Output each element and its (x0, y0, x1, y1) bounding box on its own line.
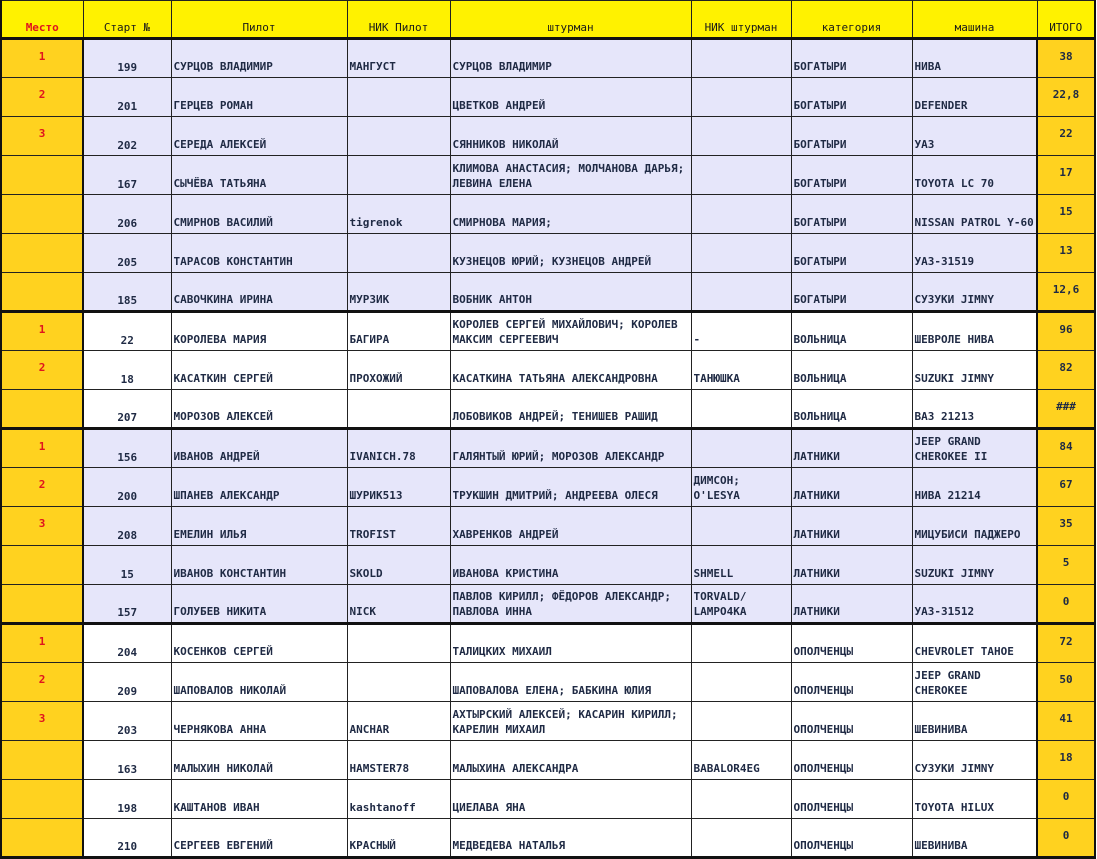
cell-place[interactable]: 2 (1, 351, 83, 390)
cell-total[interactable]: 22 (1037, 117, 1095, 156)
cell-pilot[interactable]: ШАПОВАЛОВ НИКОЛАЙ (171, 663, 347, 702)
cell-pilot[interactable]: СЫЧЁВА ТАТЬЯНА (171, 156, 347, 195)
table-row[interactable] (1, 234, 1095, 273)
cell-start-number[interactable]: 201 (83, 78, 171, 117)
cell-total[interactable]: ### (1037, 390, 1095, 429)
cell-pilot-nick[interactable]: БАГИРА (347, 312, 450, 351)
cell-pilot[interactable]: ИВАНОВ КОНСТАНТИН (171, 546, 347, 585)
cell-car[interactable]: ШЕВРОЛЕ НИВА (912, 312, 1037, 351)
cell-navigator[interactable]: ЦИЕЛАВА ЯНА (450, 780, 691, 819)
cell-navigator[interactable]: ХАВРЕНКОВ АНДРЕЙ (450, 507, 691, 546)
cell-navigator[interactable]: КАСАТКИНА ТАТЬЯНА АЛЕКСАНДРОВНА (450, 351, 691, 390)
cell-navigator[interactable]: МАЛЫХИНА АЛЕКСАНДРА (450, 741, 691, 780)
table-row[interactable] (1, 624, 1095, 663)
cell-start-number[interactable]: 185 (83, 273, 171, 312)
cell-place[interactable] (1, 819, 83, 858)
cell-category[interactable]: ЛАТНИКИ (791, 546, 912, 585)
cell-pilot[interactable]: ЧЕРНЯКОВА АННА (171, 702, 347, 741)
cell-navigator-nick[interactable]: SHMELL (691, 546, 791, 585)
cell-start-number[interactable]: 199 (83, 39, 171, 78)
cell-navigator[interactable]: ТАЛИЦКИХ МИХАИЛ (450, 624, 691, 663)
cell-total[interactable]: 84 (1037, 429, 1095, 468)
cell-pilot-nick[interactable]: МУРЗИК (347, 273, 450, 312)
cell-pilot-nick[interactable]: tigrenok (347, 195, 450, 234)
cell-pilot[interactable]: КАШТАНОВ ИВАН (171, 780, 347, 819)
header-pilot-nick[interactable]: НИК Пилот (347, 1, 450, 39)
cell-total[interactable]: 0 (1037, 819, 1095, 858)
cell-total[interactable]: 17 (1037, 156, 1095, 195)
cell-pilot[interactable]: ТАРАСОВ КОНСТАНТИН (171, 234, 347, 273)
cell-navigator-nick[interactable]: - (691, 312, 791, 351)
header-navigator-nick[interactable]: НИК штурман (691, 1, 791, 39)
cell-category[interactable]: БОГАТЫРИ (791, 273, 912, 312)
cell-car[interactable]: СУЗУКИ JIMNY (912, 273, 1037, 312)
cell-car[interactable]: УАЗ (912, 117, 1037, 156)
cell-place[interactable] (1, 585, 83, 624)
cell-start-number[interactable]: 156 (83, 429, 171, 468)
cell-place[interactable]: 1 (1, 429, 83, 468)
table-row[interactable] (1, 351, 1095, 390)
cell-category[interactable]: БОГАТЫРИ (791, 39, 912, 78)
table-row[interactable] (1, 312, 1095, 351)
cell-pilot-nick[interactable]: ПРОХОЖИЙ (347, 351, 450, 390)
cell-total[interactable]: 22,8 (1037, 78, 1095, 117)
results-body (1, 39, 1095, 858)
cell-pilot[interactable]: МОРОЗОВ АЛЕКСЕЙ (171, 390, 347, 429)
cell-pilot-nick[interactable] (347, 78, 450, 117)
table-row[interactable] (1, 117, 1095, 156)
cell-place[interactable]: 2 (1, 468, 83, 507)
cell-start-number[interactable]: 206 (83, 195, 171, 234)
cell-category[interactable]: ОПОЛЧЕНЦЫ (791, 663, 912, 702)
table-row[interactable] (1, 780, 1095, 819)
cell-start-number[interactable]: 22 (83, 312, 171, 351)
cell-start-number[interactable]: 200 (83, 468, 171, 507)
cell-total[interactable]: 82 (1037, 351, 1095, 390)
cell-pilot[interactable]: КОСЕНКОВ СЕРГЕЙ (171, 624, 347, 663)
cell-navigator-nick[interactable]: TORVALD/ LAMPO4KA (691, 585, 791, 624)
cell-category[interactable]: БОГАТЫРИ (791, 117, 912, 156)
cell-car[interactable]: УАЗ-31519 (912, 234, 1037, 273)
header-row (1, 1, 1095, 39)
cell-pilot[interactable]: ИВАНОВ АНДРЕЙ (171, 429, 347, 468)
cell-total[interactable]: 15 (1037, 195, 1095, 234)
cell-pilot-nick[interactable] (347, 624, 450, 663)
cell-car[interactable]: TOYOTA HILUX (912, 780, 1037, 819)
cell-pilot-nick[interactable] (347, 663, 450, 702)
cell-start-number[interactable]: 205 (83, 234, 171, 273)
table-row[interactable] (1, 429, 1095, 468)
cell-pilot-nick[interactable]: NICK (347, 585, 450, 624)
cell-pilot-nick[interactable]: TROFIST (347, 507, 450, 546)
cell-navigator[interactable]: ВОБНИК АНТОН (450, 273, 691, 312)
cell-total[interactable]: 41 (1037, 702, 1095, 741)
cell-pilot-nick[interactable] (347, 390, 450, 429)
cell-pilot-nick[interactable] (347, 156, 450, 195)
cell-place[interactable] (1, 195, 83, 234)
cell-pilot[interactable]: ГОЛУБЕВ НИКИТА (171, 585, 347, 624)
table-row[interactable] (1, 195, 1095, 234)
cell-navigator-nick[interactable] (691, 156, 791, 195)
cell-pilot[interactable]: МАЛЫХИН НИКОЛАЙ (171, 741, 347, 780)
cell-car[interactable]: JEEP GRAND CHEROKEE II (912, 429, 1037, 468)
cell-category[interactable]: ЛАТНИКИ (791, 429, 912, 468)
header-total[interactable]: ИТОГО (1037, 1, 1095, 39)
cell-category[interactable]: ЛАТНИКИ (791, 468, 912, 507)
cell-navigator[interactable]: АХТЫРСКИЙ АЛЕКСЕЙ; КАСАРИН КИРИЛЛ; КАРЕЛИН МИХАИЛ (450, 702, 691, 741)
cell-total[interactable]: 0 (1037, 780, 1095, 819)
cell-navigator[interactable]: КУЗНЕЦОВ ЮРИЙ; КУЗНЕЦОВ АНДРЕЙ (450, 234, 691, 273)
cell-navigator[interactable]: КОРОЛЕВ СЕРГЕЙ МИХАЙЛОВИЧ; КОРОЛЕВ МАКСИМ СЕРГЕЕВИЧ (450, 312, 691, 351)
cell-total[interactable]: 50 (1037, 663, 1095, 702)
cell-place[interactable] (1, 390, 83, 429)
cell-navigator-nick[interactable] (691, 663, 791, 702)
cell-start-number[interactable]: 204 (83, 624, 171, 663)
cell-total[interactable]: 18 (1037, 741, 1095, 780)
cell-total[interactable]: 96 (1037, 312, 1095, 351)
cell-navigator-nick[interactable] (691, 624, 791, 663)
cell-car[interactable]: ШЕВИНИВА (912, 819, 1037, 858)
cell-pilot[interactable]: ЕМЕЛИН ИЛЬЯ (171, 507, 347, 546)
cell-navigator-nick[interactable] (691, 195, 791, 234)
header-place[interactable]: Место (1, 1, 83, 39)
cell-place[interactable] (1, 234, 83, 273)
table-row[interactable] (1, 702, 1095, 741)
cell-category[interactable]: ВОЛЬНИЦА (791, 390, 912, 429)
cell-navigator[interactable]: ИВАНОВА КРИСТИНА (450, 546, 691, 585)
table-row[interactable] (1, 273, 1095, 312)
cell-category[interactable]: ЛАТНИКИ (791, 507, 912, 546)
cell-total[interactable]: 0 (1037, 585, 1095, 624)
cell-navigator-nick[interactable] (691, 819, 791, 858)
header-pilot[interactable]: Пилот (171, 1, 347, 39)
cell-car[interactable]: УАЗ-31512 (912, 585, 1037, 624)
table-row[interactable] (1, 663, 1095, 702)
cell-place[interactable]: 1 (1, 624, 83, 663)
table-row[interactable] (1, 156, 1095, 195)
cell-car[interactable]: ВАЗ 21213 (912, 390, 1037, 429)
cell-pilot-nick[interactable]: МАНГУСТ (347, 39, 450, 78)
cell-navigator[interactable]: СЯННИКОВ НИКОЛАЙ (450, 117, 691, 156)
cell-car[interactable]: МИЦУБИСИ ПАДЖЕРО (912, 507, 1037, 546)
header-car[interactable]: машина (912, 1, 1037, 39)
cell-navigator-nick[interactable] (691, 390, 791, 429)
cell-car[interactable]: DEFENDER (912, 78, 1037, 117)
cell-pilot[interactable]: САВОЧКИНА ИРИНА (171, 273, 347, 312)
cell-car[interactable]: НИВА (912, 39, 1037, 78)
cell-pilot-nick[interactable]: HAMSTER78 (347, 741, 450, 780)
cell-navigator[interactable]: СУРЦОВ ВЛАДИМИР (450, 39, 691, 78)
cell-navigator-nick[interactable] (691, 78, 791, 117)
cell-navigator[interactable]: КЛИМОВА АНАСТАСИЯ; МОЛЧАНОВА ДАРЬЯ; ЛЕВИНА ЕЛЕНА (450, 156, 691, 195)
cell-start-number[interactable]: 18 (83, 351, 171, 390)
cell-navigator[interactable]: ЦВЕТКОВ АНДРЕЙ (450, 78, 691, 117)
cell-pilot-nick[interactable]: IVANICH.78 (347, 429, 450, 468)
cell-navigator[interactable]: ШАПОВАЛОВА ЕЛЕНА; БАБКИНА ЮЛИЯ (450, 663, 691, 702)
cell-navigator-nick[interactable] (691, 702, 791, 741)
cell-car[interactable]: ШЕВИНИВА (912, 702, 1037, 741)
cell-start-number[interactable]: 163 (83, 741, 171, 780)
cell-category[interactable]: БОГАТЫРИ (791, 195, 912, 234)
cell-car[interactable]: TOYOTA LC 70 (912, 156, 1037, 195)
table-row[interactable] (1, 39, 1095, 78)
cell-car[interactable]: СУЗУКИ JIMNY (912, 741, 1037, 780)
cell-car[interactable]: CHEVROLET TAHOE (912, 624, 1037, 663)
cell-pilot[interactable]: КОРОЛЕВА МАРИЯ (171, 312, 347, 351)
cell-navigator[interactable]: ПАВЛОВ КИРИЛЛ; ФЁДОРОВ АЛЕКСАНДР; ПАВЛОВА ИННА (450, 585, 691, 624)
table-row[interactable] (1, 585, 1095, 624)
cell-pilot-nick[interactable]: ШУРИК513 (347, 468, 450, 507)
cell-category[interactable]: ОПОЛЧЕНЦЫ (791, 741, 912, 780)
table-row[interactable] (1, 468, 1095, 507)
cell-category[interactable]: ОПОЛЧЕНЦЫ (791, 819, 912, 858)
cell-category[interactable]: ОПОЛЧЕНЦЫ (791, 780, 912, 819)
table-row[interactable] (1, 507, 1095, 546)
cell-pilot[interactable]: СЕРЕДА АЛЕКСЕЙ (171, 117, 347, 156)
cell-place[interactable] (1, 273, 83, 312)
cell-place[interactable]: 2 (1, 78, 83, 117)
cell-place[interactable] (1, 546, 83, 585)
header-navigator[interactable]: штурман (450, 1, 691, 39)
cell-car[interactable]: НИВА 21214 (912, 468, 1037, 507)
cell-start-number[interactable]: 208 (83, 507, 171, 546)
cell-navigator-nick[interactable]: BABALOR4EG (691, 741, 791, 780)
cell-navigator[interactable]: ГАЛЯНТЫЙ ЮРИЙ; МОРОЗОВ АЛЕКСАНДР (450, 429, 691, 468)
cell-place[interactable]: 3 (1, 702, 83, 741)
cell-navigator[interactable]: ЛОБОВИКОВ АНДРЕЙ; ТЕНИШЕВ РАШИД (450, 390, 691, 429)
cell-car[interactable]: SUZUKI JIMNY (912, 351, 1037, 390)
cell-total[interactable]: 35 (1037, 507, 1095, 546)
cell-navigator[interactable]: СМИРНОВА МАРИЯ; (450, 195, 691, 234)
cell-pilot[interactable]: СМИРНОВ ВАСИЛИЙ (171, 195, 347, 234)
cell-start-number[interactable]: 209 (83, 663, 171, 702)
cell-start-number[interactable]: 198 (83, 780, 171, 819)
cell-category[interactable]: ВОЛЬНИЦА (791, 351, 912, 390)
cell-navigator-nick[interactable] (691, 507, 791, 546)
cell-place[interactable]: 1 (1, 312, 83, 351)
cell-pilot-nick[interactable]: SKOLD (347, 546, 450, 585)
cell-car[interactable]: NISSAN PATROL Y-60 (912, 195, 1037, 234)
cell-navigator[interactable]: МЕДВЕДЕВА НАТАЛЬЯ (450, 819, 691, 858)
header-start-number[interactable]: Старт № (83, 1, 171, 39)
cell-place[interactable] (1, 780, 83, 819)
table-row[interactable] (1, 741, 1095, 780)
cell-start-number[interactable]: 167 (83, 156, 171, 195)
cell-start-number[interactable]: 202 (83, 117, 171, 156)
cell-navigator-nick[interactable] (691, 234, 791, 273)
cell-category[interactable]: ОПОЛЧЕНЦЫ (791, 702, 912, 741)
cell-total[interactable]: 72 (1037, 624, 1095, 663)
cell-pilot-nick[interactable] (347, 117, 450, 156)
cell-pilot[interactable]: КАСАТКИН СЕРГЕЙ (171, 351, 347, 390)
cell-navigator-nick[interactable]: ДИМСОН; O'LESYA (691, 468, 791, 507)
cell-pilot-nick[interactable]: ANCHAR (347, 702, 450, 741)
cell-start-number[interactable]: 207 (83, 390, 171, 429)
cell-place[interactable]: 3 (1, 117, 83, 156)
cell-category[interactable]: БОГАТЫРИ (791, 234, 912, 273)
cell-car[interactable]: SUZUKI JIMNY (912, 546, 1037, 585)
cell-start-number[interactable]: 210 (83, 819, 171, 858)
cell-place[interactable]: 3 (1, 507, 83, 546)
cell-navigator-nick[interactable] (691, 117, 791, 156)
cell-car[interactable]: JEEP GRAND CHEROKEE (912, 663, 1037, 702)
cell-total[interactable]: 67 (1037, 468, 1095, 507)
cell-pilot-nick[interactable] (347, 234, 450, 273)
cell-pilot[interactable]: ШПАНЕВ АЛЕКСАНДР (171, 468, 347, 507)
cell-place[interactable]: 1 (1, 39, 83, 78)
cell-navigator-nick[interactable] (691, 780, 791, 819)
cell-start-number[interactable]: 203 (83, 702, 171, 741)
cell-navigator[interactable]: ТРУКШИН ДМИТРИЙ; АНДРЕЕВА ОЛЕСЯ (450, 468, 691, 507)
cell-pilot-nick[interactable]: kashtanoff (347, 780, 450, 819)
cell-category[interactable]: БОГАТЫРИ (791, 156, 912, 195)
cell-pilot[interactable]: СУРЦОВ ВЛАДИМИР (171, 39, 347, 78)
cell-place[interactable]: 2 (1, 663, 83, 702)
table-row[interactable] (1, 546, 1095, 585)
cell-category[interactable]: БОГАТЫРИ (791, 78, 912, 117)
cell-total[interactable]: 5 (1037, 546, 1095, 585)
table-row[interactable] (1, 78, 1095, 117)
cell-total[interactable]: 12,6 (1037, 273, 1095, 312)
cell-place[interactable] (1, 156, 83, 195)
cell-pilot-nick[interactable]: КРАСНЫЙ (347, 819, 450, 858)
cell-navigator-nick[interactable] (691, 39, 791, 78)
table-row[interactable] (1, 819, 1095, 858)
cell-pilot[interactable]: ГЕРЦЕВ РОМАН (171, 78, 347, 117)
cell-start-number[interactable]: 15 (83, 546, 171, 585)
cell-total[interactable]: 38 (1037, 39, 1095, 78)
table-row[interactable] (1, 390, 1095, 429)
cell-navigator-nick[interactable] (691, 429, 791, 468)
cell-category[interactable]: ВОЛЬНИЦА (791, 312, 912, 351)
cell-pilot[interactable]: СЕРГЕЕВ ЕВГЕНИЙ (171, 819, 347, 858)
cell-navigator-nick[interactable]: ТАНЮШКА (691, 351, 791, 390)
cell-total[interactable]: 13 (1037, 234, 1095, 273)
cell-category[interactable]: ОПОЛЧЕНЦЫ (791, 624, 912, 663)
cell-place[interactable] (1, 741, 83, 780)
cell-start-number[interactable]: 157 (83, 585, 171, 624)
cell-category[interactable]: ЛАТНИКИ (791, 585, 912, 624)
header-category[interactable]: категория (791, 1, 912, 39)
cell-navigator-nick[interactable] (691, 273, 791, 312)
